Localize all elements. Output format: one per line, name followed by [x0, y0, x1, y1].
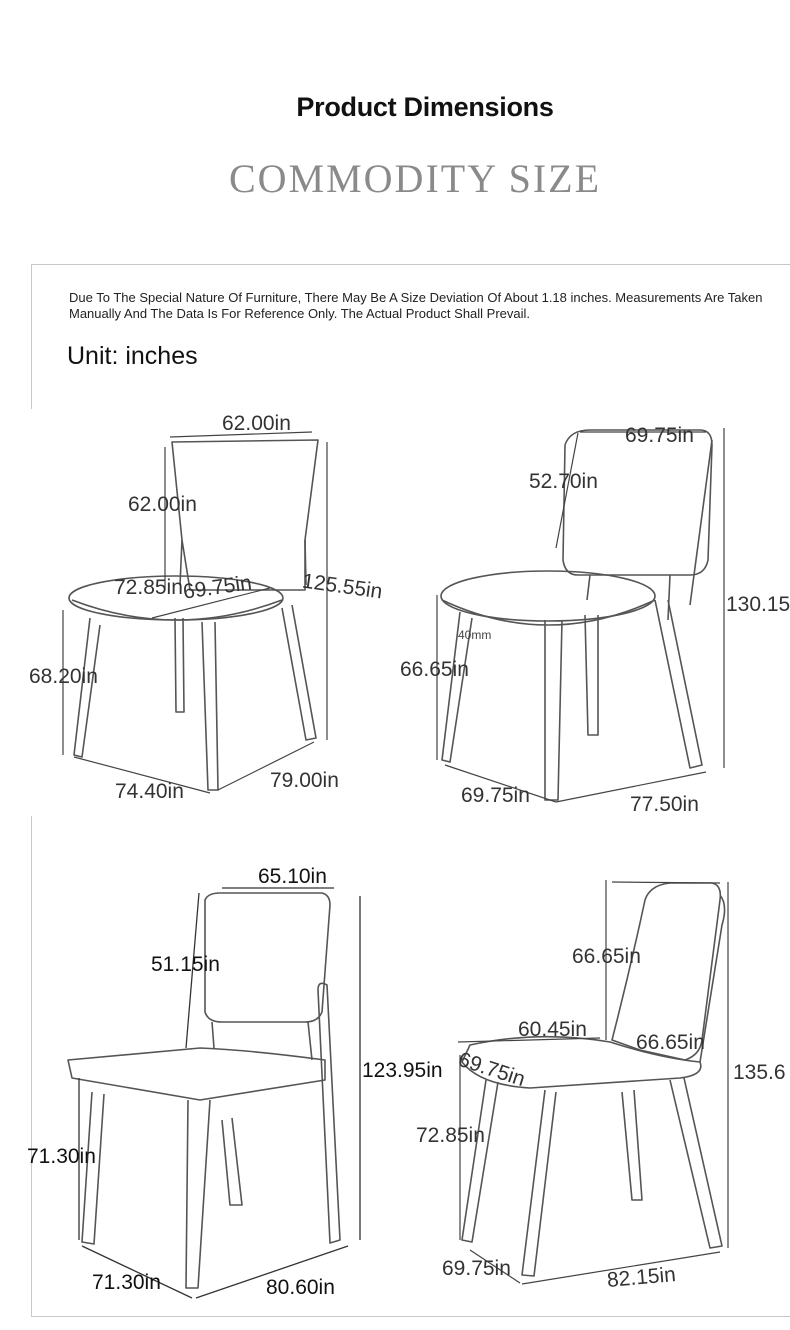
chair-3-dim-back-height: 51.15in [151, 953, 220, 976]
chair-2-dim-seat-thickness: 40mm [458, 628, 492, 642]
chair-4-dim-seat-width: 60.45in [518, 1018, 587, 1041]
chair-3-dim-base-width: 71.30in [92, 1271, 161, 1294]
chair-1-dim-seat-height: 68.20in [29, 665, 98, 688]
chair-2-dim-base-width: 69.75in [461, 784, 530, 807]
chair-1-dim-seat-width: 72.85in [114, 576, 183, 599]
size-deviation-note: Due To The Special Nature Of Furniture, There May Be A Size Deviation Of About 1.18 inches. Measurements Are Taken Manually And The Data Is For Reference Only. The Actual Product Shall Prevail. [69, 290, 763, 321]
page-title: Product Dimensions [296, 92, 554, 122]
chair-2-dim-back-height: 52.70in [529, 470, 598, 493]
chair-2-dim-seat-height: 66.65in [400, 658, 469, 681]
chair-2-dim-total-height: 130.15 [726, 593, 790, 616]
unit-label: Unit: inches [67, 342, 198, 370]
chair-3-dim-seat-height: 71.30in [27, 1145, 96, 1168]
chair-3-dim-width-top: 65.10in [258, 865, 327, 888]
chair-3-dim-base-depth: 80.60in [266, 1276, 335, 1299]
chair-2-dim-base-depth: 77.50in [630, 793, 699, 816]
chair-4-dim-base-depth: 82.15in [606, 1263, 677, 1292]
chair-4-dim-back-width: 66.65in [636, 1031, 705, 1054]
chair-4-dim-back-height: 66.65in [572, 945, 641, 968]
chair-4-dim-seat-depth: 69.75in [455, 1047, 528, 1092]
chair-1-dim-back-height: 62.00in [128, 493, 197, 516]
chair-4-dim-total-height: 135.6 [733, 1061, 786, 1084]
chair-4-dim-seat-height: 72.85in [416, 1124, 485, 1147]
chair-1-dim-base-width: 74.40in [115, 780, 184, 803]
chair-1-dim-width-top: 62.00in [222, 412, 291, 435]
page-subtitle: COMMODITY SIZE [228, 156, 602, 201]
chair-1-dim-seat-depth: 69.75in [181, 571, 254, 604]
chair-4-dim-base-width: 69.75in [442, 1257, 511, 1280]
chair-1-dim-base-depth: 79.00in [270, 769, 339, 792]
chair-1-dim-total-height: 125.55in [300, 569, 384, 604]
chair-2-dim-width-top: 69.75in [625, 424, 694, 447]
chair-3-dim-total-height: 123.95in [362, 1059, 443, 1082]
